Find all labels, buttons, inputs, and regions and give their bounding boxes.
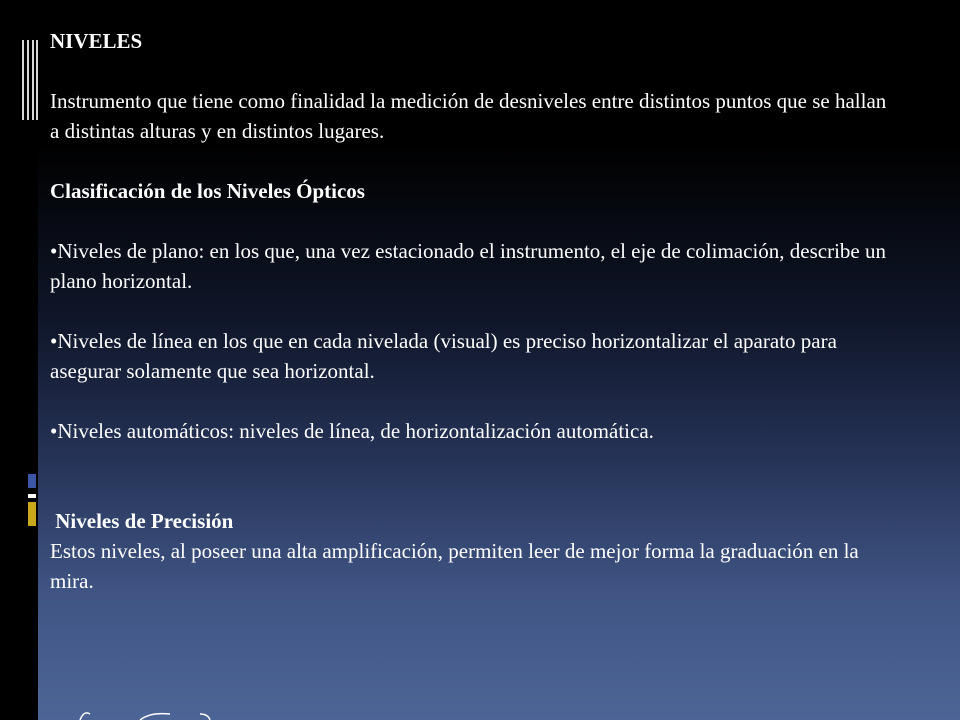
blue-block [28, 474, 36, 488]
slide-content [50, 26, 890, 596]
bullet-item: •Niveles de plano: en los que, una vez estacionado el instrumento, el eje de colimación, describe un plano horizontal. [50, 239, 886, 293]
bullet-item: •Niveles de línea en los que en cada nivelada (visual) es preciso horizontalizar el aparato para asegurar solamente que sea horizontal. [50, 329, 837, 383]
partial-sketch-image [60, 700, 230, 720]
precision-text: Estos niveles, al poseer una alta amplificación, permiten leer de mejor forma la graduación en la mira. [50, 539, 859, 593]
precision-heading: Niveles de Precisión [50, 509, 234, 533]
slide-title: NIVELES [50, 29, 143, 53]
decorative-vertical-lines [22, 40, 38, 120]
definition-text: Instrumento que tiene como finalidad la medición de desniveles entre distintos puntos que se hallan a distintas alturas y en distintos lugares. [50, 89, 887, 143]
classification-heading: Clasificación de los Niveles Ópticos [50, 179, 365, 203]
bullet-item: •Niveles automáticos: niveles de línea, de horizontalización automática. [50, 419, 654, 443]
white-block [28, 494, 36, 498]
gold-block [28, 502, 36, 526]
